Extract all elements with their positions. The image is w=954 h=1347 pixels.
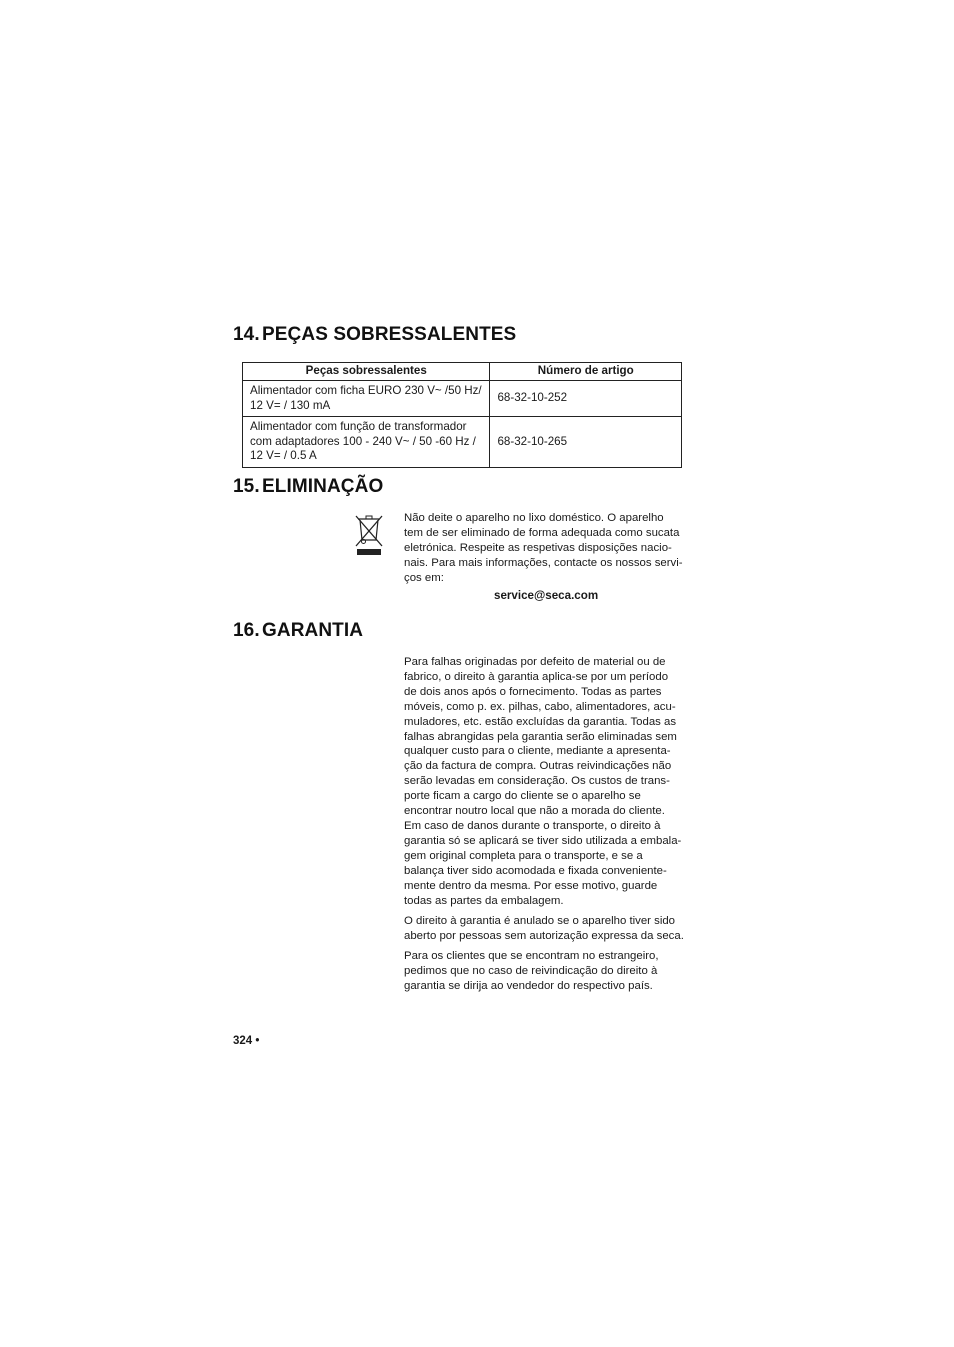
warranty-line: todas as partes da embalagem. [404, 894, 564, 907]
description-line: 12 V= / 0.5 A [250, 449, 317, 463]
warranty-text [404, 655, 696, 994]
description-line: com adaptadores 100 - 240 V~ / 50 -60 Hz / [250, 434, 476, 448]
part-description-cell [243, 417, 490, 468]
warranty-line: mente dentro da mesma. Por esse motivo, guarde [404, 879, 658, 892]
warranty-line: aberto por pessoas sem autorização expressa da seca. [404, 929, 684, 942]
article-number-cell: 68-32-10-265 [490, 417, 682, 468]
warranty-line: serão levadas em consideração. Os custos de trans- [404, 775, 670, 788]
description-line: 12 V= / 130 mA [250, 398, 331, 412]
article-number-cell: 68-32-10-252 [490, 381, 682, 417]
section-number: 14. [233, 324, 260, 345]
warranty-line: porte ficam a cargo do cliente se o aparelho se [404, 790, 641, 803]
warranty-line: falhas abrangidas pela garantia serão eliminadas sem [404, 730, 677, 743]
warranty-line: pedimos que no caso de reivindicação do direito à [404, 965, 658, 978]
disposal-line: tem de ser eliminado de forma adequada como sucata [404, 526, 680, 539]
section-title: GARANTIA [262, 620, 364, 641]
warranty-line: ção da factura de compra. Outras reivindicações não [404, 760, 672, 773]
service-email-link[interactable]: service@seca.com [494, 589, 599, 602]
spare-parts-table [242, 362, 682, 468]
section-title: ELIMINAÇÃO [262, 476, 384, 497]
section-number: 15. [233, 476, 260, 497]
warranty-paragraph-2 [404, 914, 696, 944]
warranty-line: fabrico, o direito à garantia aplica-se por um período [404, 670, 669, 683]
column-header-parts: Peças sobressalentes [243, 363, 490, 381]
section-number: 16. [233, 620, 260, 641]
warranty-line: gem original completa para o transporte, e se a [404, 849, 643, 862]
part-description-cell [243, 381, 490, 417]
disposal-line: nais. Para mais informações, contacte os nossos servi- [404, 556, 683, 569]
section-title: PEÇAS SOBRESSALENTES [262, 324, 517, 345]
section-14-heading [233, 324, 516, 346]
warranty-line: muladores, etc. estão excluídas da garantia. Todas as [404, 715, 677, 728]
warranty-paragraph-3 [404, 949, 696, 994]
warranty-line: qualquer custo para o cliente, mediante a apresenta- [404, 745, 671, 758]
disposal-line: eletrónica. Respeite as respetivas disposições nacio- [404, 541, 672, 554]
warranty-line: Para falhas originadas por defeito de material ou de [404, 656, 666, 668]
warranty-line: Para os clientes que se encontram no estrangeiro, [404, 950, 659, 963]
warranty-line: encontrar noutro local que não a morada do cliente. [404, 805, 665, 818]
warranty-line: garantia só se aplicará se tiver sido utilizada a embala- [404, 834, 682, 847]
page-number: 324 • [233, 1035, 260, 1047]
section-15-heading [233, 476, 383, 498]
warranty-line: garantia se dirija ao vendedor do respectivo país. [404, 980, 653, 993]
disposal-text [404, 511, 696, 586]
table-row [243, 381, 682, 417]
warranty-line: móveis, como p. ex. pilhas, cabo, alimentadores, acu- [404, 700, 676, 713]
disposal-line: Não deite o aparelho no lixo doméstico. O aparelho [404, 512, 664, 524]
warranty-paragraph-1 [404, 655, 696, 908]
crossed-out-wheelie-bin-icon [353, 513, 385, 558]
description-line: Alimentador com função de transformador [250, 420, 467, 434]
disposal-line: ços em: [404, 571, 444, 584]
warranty-line: Em caso de danos durante o transporte, o direito à [404, 819, 661, 832]
warranty-line: de dois anos após o fornecimento. Todas as partes [404, 685, 662, 698]
table-row [243, 417, 682, 468]
section-16-heading [233, 620, 363, 642]
table-header-row [243, 363, 682, 381]
description-line: Alimentador com ficha EURO 230 V~ /50 Hz/ [250, 384, 482, 397]
warranty-line: balança tiver sido acomodada e fixada conveniente- [404, 864, 667, 877]
column-header-article-number: Número de artigo [490, 363, 682, 381]
warranty-line: O direito à garantia é anulado se o aparelho tiver sido [404, 914, 676, 927]
